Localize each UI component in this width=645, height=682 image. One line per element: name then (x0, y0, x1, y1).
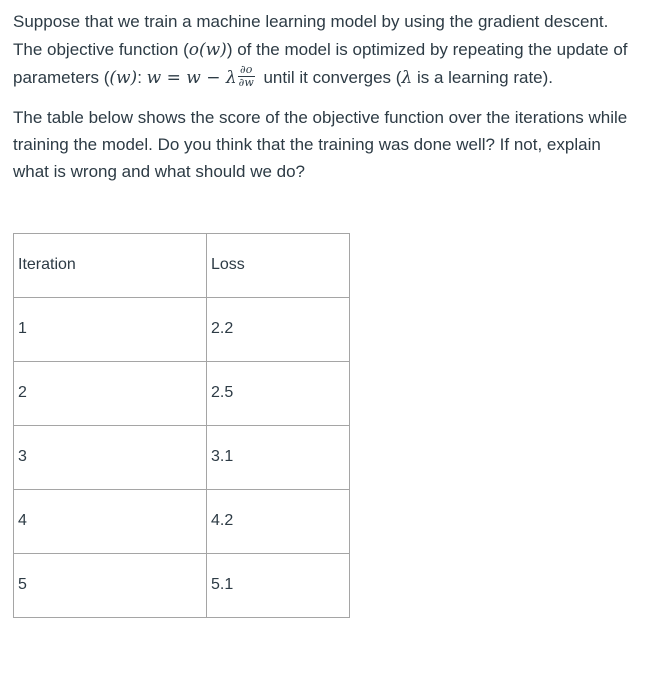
iteration-cell: 2 (14, 362, 207, 426)
iteration-cell: 4 (14, 490, 207, 554)
header-iteration: Iteration (14, 234, 207, 298)
lambda-math: λ (401, 68, 413, 88)
loss-cell: 5.1 (207, 554, 350, 618)
table-row (14, 490, 350, 554)
table-row (14, 554, 350, 618)
fraction-denominator: ∂w (238, 76, 254, 90)
update-rule-math: w = w − λ (146, 68, 237, 88)
question-paragraph-2: The table below shows the score of the objective function over the iterations while training the model. Do you think that the training was done well? If not, explain what is wrong and what should we do? (13, 108, 628, 181)
loss-cell: 4.2 (207, 490, 350, 554)
table-row (14, 362, 350, 426)
header-loss: Loss (207, 234, 350, 298)
loss-cell: 2.2 (207, 298, 350, 362)
table-row (14, 298, 350, 362)
parameter-math: (w) (109, 68, 138, 88)
iteration-cell: 5 (14, 554, 207, 618)
iteration-cell: 1 (14, 298, 207, 362)
iteration-cell: 3 (14, 426, 207, 490)
loss-cell: 3.1 (207, 426, 350, 490)
objective-function-math: o(w) (188, 40, 227, 60)
loss-table (13, 233, 350, 618)
question-paragraph-1: Suppose that we train a machine learning model by using the gradient descent. The objective function (o(w)) of the model is optimized by repeating the update of parameters ((w): w = w − λ $\frac{\partial o}{\partial w}$ until it converges (λ is a learning rate). (13, 12, 628, 90)
fraction-numerator: ∂o (238, 64, 255, 77)
table-header-row (14, 234, 350, 298)
question-text (13, 8, 638, 185)
partial-derivative-fraction (238, 64, 255, 89)
table-row (14, 426, 350, 490)
loss-cell: 2.5 (207, 362, 350, 426)
